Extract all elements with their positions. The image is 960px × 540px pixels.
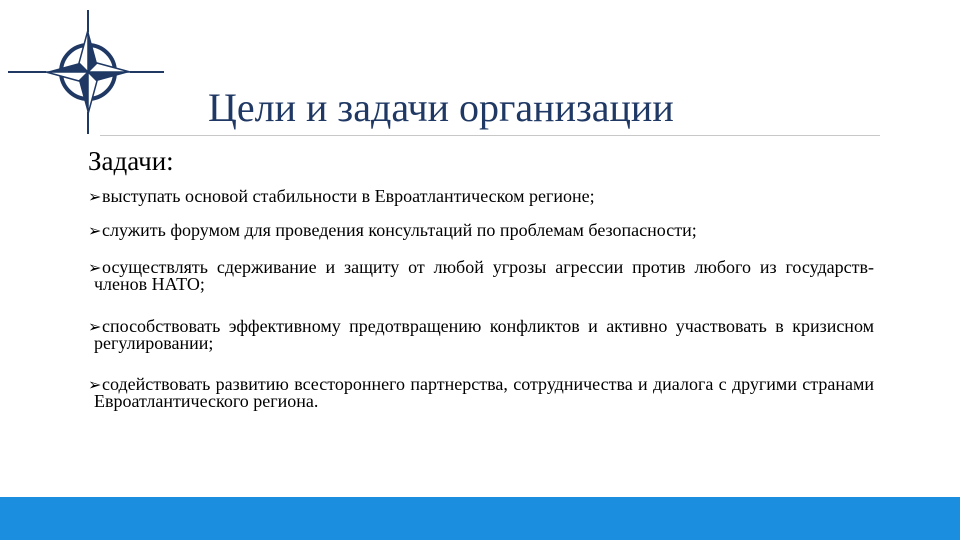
arrow-bullet-icon: ➢ [88,221,102,240]
title-divider [100,135,880,136]
task-text: способствовать эффективному предотвращению конфликтов и активно участвовать в кризисном регулировании; [94,316,874,353]
section-heading: Задачи: [88,146,174,176]
arrow-bullet-icon: ➢ [88,317,102,336]
task-item [88,318,874,351]
arrow-bullet-icon: ➢ [88,375,102,394]
nato-compass-star-icon [6,8,166,136]
task-text: служить форумом для проведения консультаций по проблемам безопасности; [102,220,697,240]
task-text: выступать основой стабильности в Евроатлантическом регионе; [102,186,595,206]
task-text: осуществлять сдерживание и защиту от любой угрозы агрессии против любого из государств- членов НАТО; [94,257,874,294]
bottom-accent-bar [0,497,960,540]
task-item [88,259,874,292]
arrow-bullet-icon: ➢ [88,187,102,206]
task-item [88,188,874,205]
slide-title: Цели и задачи организации [208,85,674,130]
task-item [88,376,874,409]
task-item [88,222,874,239]
task-text: содействовать развитию всестороннего партнерства, сотрудничества и диалога с другими странами Евроатлантического региона. [94,374,874,411]
task-list [88,184,874,409]
arrow-bullet-icon: ➢ [88,258,102,277]
